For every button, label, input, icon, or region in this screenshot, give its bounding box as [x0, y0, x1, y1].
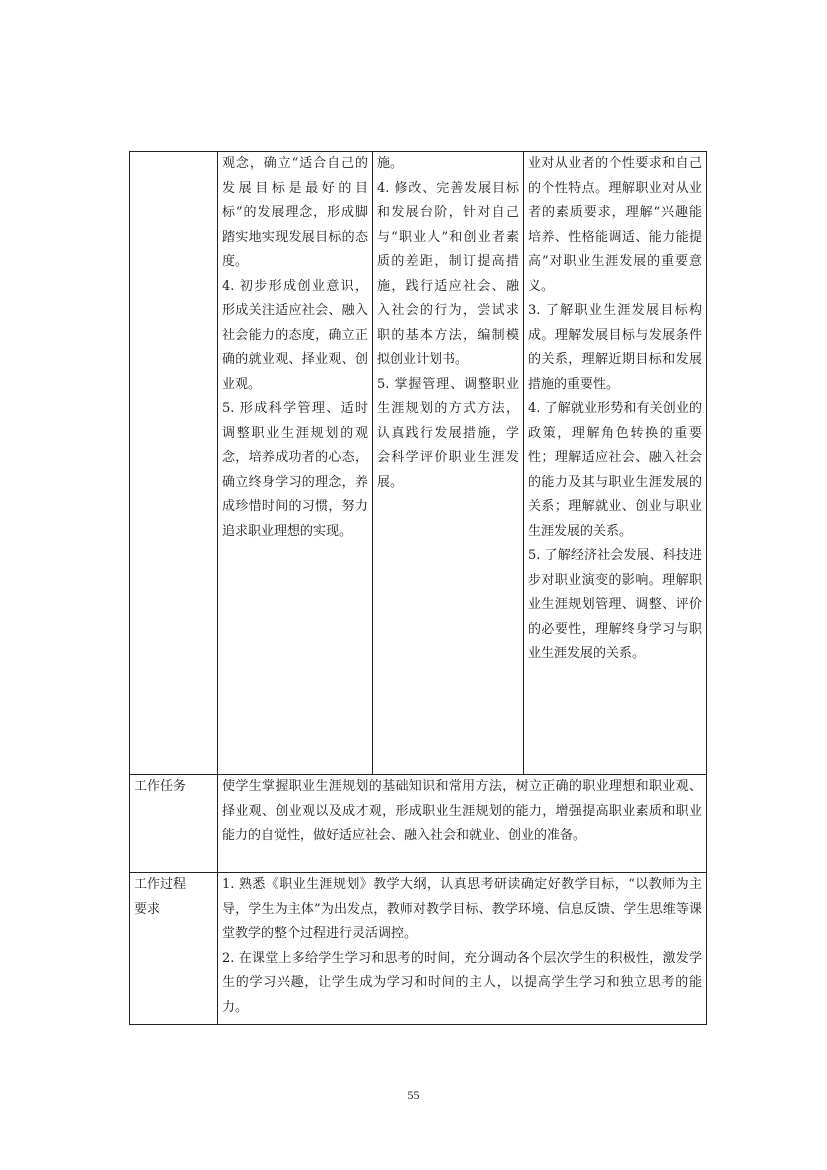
- work-task-text: 使学生掌握职业生涯规划的基础知识和常用方法，树立正确的职业理想和职业观、择业观、创业观以及成才观，形成职业生涯规划的能力，增强提高职业素质和职业能力的自觉性，做好适应社会、融入社会和就业、创业的准备。: [218, 775, 707, 873]
- work-process-label-line1: 工作过程: [134, 877, 187, 892]
- list-item: 4. 修改、完善发展目标和发展台阶，针对自己与“职业人”和创业者素质的差距，制订提高措施，践行适应社会、融入社会的行为，尝试求职的基本方法，编制模拟创业计划书。: [377, 180, 519, 367]
- knowledge-goals-cell: [524, 152, 707, 775]
- list-item: 5. 了解经济社会发展、科技进步对职业演变的影响。理解职业生涯规划管理、调整、评价的必要性，理解终身学习与职业生涯发展的关系。: [528, 548, 702, 661]
- table-row: [130, 873, 707, 1025]
- list-item: 4. 了解就业形势和有关创业的政策，理解角色转换的重要性；理解适应社会、融入社会的能力及其与职业生涯发展的关系；理解就业、创业与职业生涯发展的关系。: [528, 401, 702, 539]
- empty-label-cell: [130, 152, 218, 775]
- attitude-goals-cell: [218, 152, 373, 775]
- table-row: [130, 152, 707, 775]
- list-item: 施。: [377, 156, 404, 171]
- work-task-label: 工作任务: [130, 775, 218, 873]
- table-row: [130, 775, 707, 873]
- work-process-text: [218, 873, 707, 1025]
- list-item: 2. 在课堂上多给学生学习和思考的时间，充分调动各个层次学生的积极性，激发学生的学习兴趣，让学生成为学习和时间的主人，以提高学生学习和独立思考的能力。: [222, 950, 702, 1015]
- list-item: 3. 了解职业生涯发展目标构成。理解发展目标与发展条件的关系，理解近期目标和发展措施的重要性。: [528, 303, 702, 392]
- list-item: 1. 熟悉《职业生涯规划》教学大纲，认真思考研读确定好教学目标，“以教师为主导，学生为主体”为出发点，教师对教学目标、教学环境、信息反馈、学生思维等课堂教学的整个过程进行灵活调控。: [222, 877, 702, 941]
- list-item: 5. 掌握管理、调整职业生涯规划的方式方法，认真践行发展措施，学会科学评价职业生涯发展。: [377, 376, 519, 490]
- list-item: 业对从业者的个性要求和自己的个性特点。理解职业对从业者的素质要求，理解“兴趣能培养、性格能调适、能力能提高”对职业生涯发展的重要意义。: [528, 156, 702, 294]
- curriculum-table: [129, 151, 707, 1025]
- list-item: 5. 形成科学管理、适时调整职业生涯规划的观念，培养成功者的心态，确立终身学习的理念，养成珍惜时间的习惯，努力追求职业理想的实现。: [222, 401, 368, 539]
- work-process-label: [130, 873, 218, 1025]
- list-item: 观念，确立“适合自己的发展目标是最好的目标”的发展理念，形成脚踏实地实现发展目标的态度。: [222, 156, 368, 269]
- list-item: 4. 初步形成创业意识，形成关注适应社会、融入社会能力的态度，确立正确的就业观、择业观、创业观。: [222, 278, 368, 392]
- page-number: 55: [407, 1088, 420, 1102]
- work-process-label-line2: 要求: [134, 901, 161, 917]
- skill-goals-cell: [373, 152, 524, 775]
